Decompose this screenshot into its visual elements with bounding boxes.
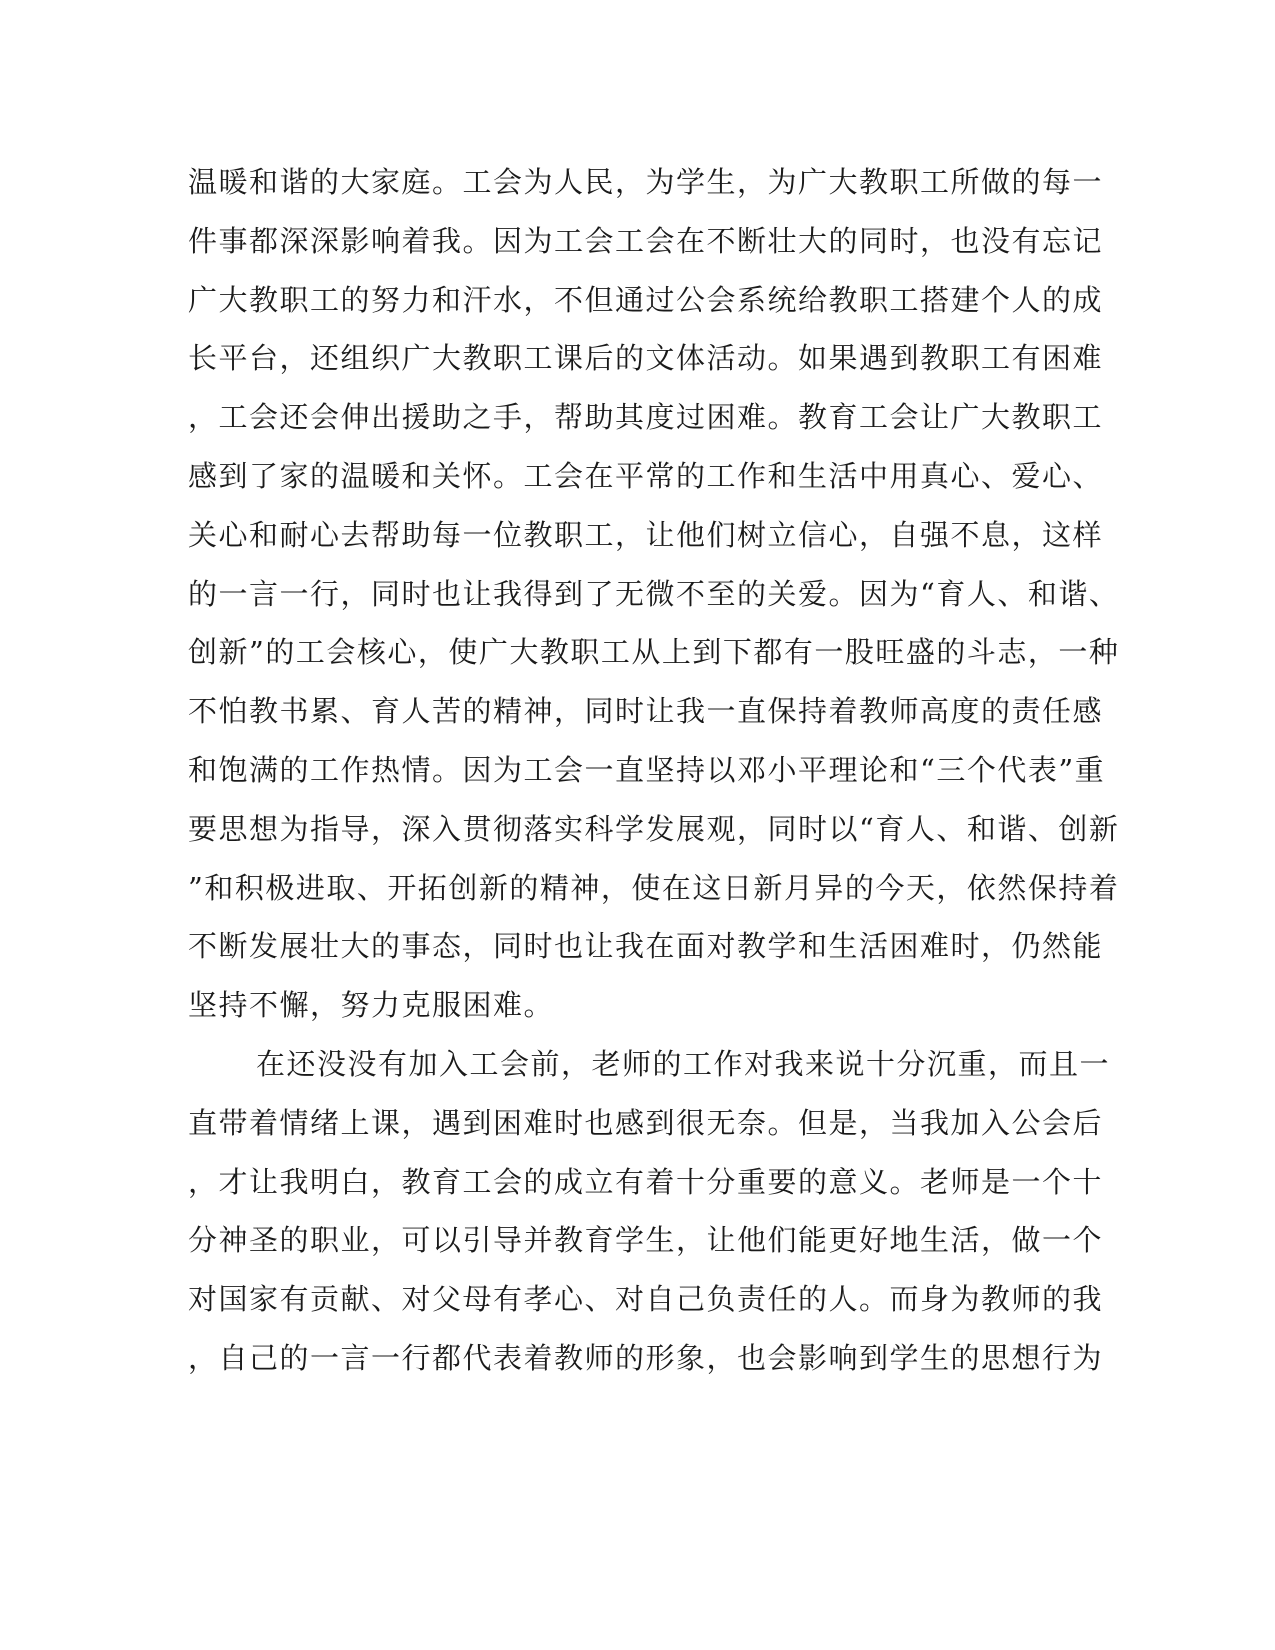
text-line: 分神圣的职业，可以引导并教育学生，让他们能更好地生活，做一个 xyxy=(188,1223,1104,1258)
text-line: 感到了家的温暖和关怀。工会在平常的工作和生活中用真心、爱心、 xyxy=(188,459,1104,493)
text-line: 坚持不懈，努力克服困难。 xyxy=(188,988,555,1023)
text-line: 不断发展壮大的事态，同时也让我在面对教学和生活困难时，仍然能 xyxy=(188,929,1104,964)
text-line: 的一言一行，同时也让我得到了无微不至的关爱。因为“育人、和谐、 xyxy=(188,576,1120,611)
text-line: 关心和耐心去帮助每一位教职工，让他们树立信心，自强不息，这样 xyxy=(188,517,1104,552)
text-line: 件事都深深影响着我。因为工会工会在不断壮大的同时，也没有忘记 xyxy=(188,223,1104,258)
text-line-indented: 在还没没有加入工会前，老师的工作对我来说十分沉重，而且一 xyxy=(256,1047,1111,1081)
text-line: 对国家有贡献、对父母有孝心、对自己负责任的人。而身为教师的我 xyxy=(188,1282,1104,1317)
text-line: ，才让我明白，教育工会的成立有着十分重要的意义。老师是一个十 xyxy=(188,1164,1104,1199)
text-line: 直带着情绪上课，遇到困难时也感到很无奈。但是，当我加入公会后 xyxy=(188,1105,1104,1140)
text-line: ，工会还会伸出援助之手，帮助其度过困难。教育工会让广大教职工 xyxy=(188,400,1104,435)
text-line: 创新”的工会核心，使广大教职工从上到下都有一股旺盛的斗志，一种 xyxy=(188,635,1120,670)
text-line: 不怕教书累、育人苦的精神，同时让我一直保持着教师高度的责任感 xyxy=(188,694,1104,729)
text-line: 广大教职工的努力和汗水，不但通过公会系统给教职工搭建个人的成 xyxy=(188,282,1104,317)
text-line: ”和积极进取、开拓创新的精神，使在这日新月异的今天，依然保持着 xyxy=(188,870,1120,905)
text-line: 和饱满的工作热情。因为工会一直坚持以邓小平理论和“三个代表”重 xyxy=(188,753,1106,787)
text-line: 要思想为指导，深入贯彻落实科学发展观，同时以“育人、和谐、创新 xyxy=(188,811,1120,846)
text-line: 长平台，还组织广大教职工课后的文体活动。如果遇到教职工有困难 xyxy=(188,341,1104,376)
text-line: 温暖和谐的大家庭。工会为人民，为学生，为广大教职工所做的每一 xyxy=(188,165,1104,199)
text-line: ，自己的一言一行都代表着教师的形象，也会影响到学生的思想行为 xyxy=(188,1341,1104,1375)
